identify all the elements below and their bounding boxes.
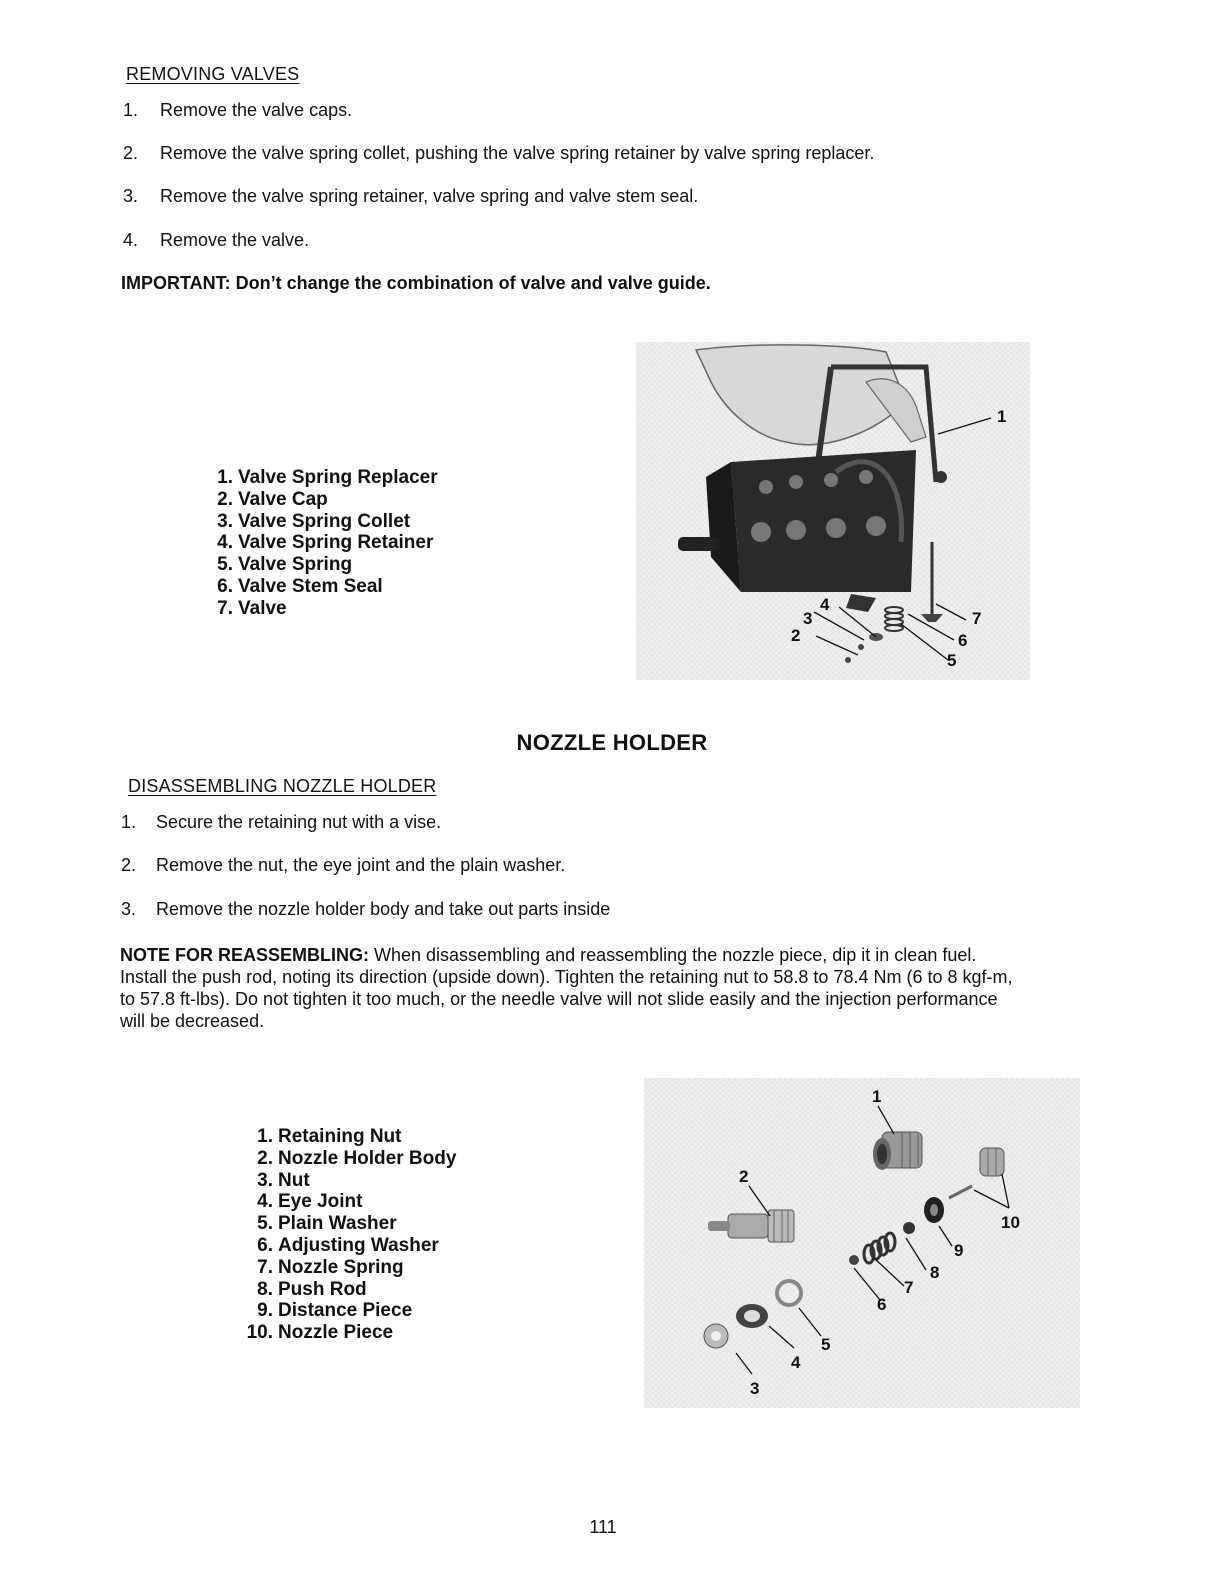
nozzle-step-1 (121, 812, 441, 833)
nozzle-step-3 (121, 899, 610, 920)
step-text: Remove the valve spring retainer, valve spring and valve stem seal. (160, 186, 699, 206)
callout-6: 6 (877, 1295, 887, 1314)
nozzle-parts-legend (241, 1126, 456, 1344)
step-number: 3. (123, 186, 139, 206)
legend-item: 2. Nozzle Holder Body (257, 1147, 457, 1169)
legend-item: 3. Nut (257, 1169, 310, 1191)
step-text: Remove the nut, the eye joint and the plain washer. (156, 855, 566, 875)
callout-10: 10 (1001, 1213, 1020, 1232)
valve-parts-legend (211, 467, 438, 620)
legend-item: 10. Nozzle Piece (246, 1322, 394, 1344)
note-text: When disassembling and reassembling the nozzle piece, dip it in clean fuel. Install the push rod, noting its direction (upside down). Tighten the retaining nut to 58.8 to 78.4 Nm (6 to 8 kgf-m, to 57.8 ft-lbs). Do not tighten it too much, or the needle valve will not slide easily and the injection performance will be decreased. (120, 945, 1013, 1031)
callout-3: 3 (750, 1379, 760, 1398)
reassembly-note (120, 944, 1020, 1032)
step-text: Remove the nozzle holder body and take out parts inside (156, 899, 611, 919)
nozzle-holder-exploded-photo (644, 1078, 1080, 1408)
nozzle-holder-illustration (644, 1078, 1080, 1408)
step-number: 4. (123, 230, 139, 250)
step-number: 2. (121, 855, 137, 875)
legend-item: 6. Adjusting Washer (257, 1234, 439, 1256)
callout-1: 1 (997, 407, 1007, 426)
valve-step-1 (123, 100, 352, 121)
step-number: 3. (121, 899, 137, 919)
step-text: Secure the retaining nut with a vise. (156, 812, 442, 832)
legend-item: 5. Valve Spring (217, 554, 353, 576)
page-number: 111 (589, 1517, 617, 1537)
legend-item: 6. Valve Stem Seal (217, 575, 383, 597)
nozzle-step-2 (121, 855, 565, 876)
step-text: Remove the valve caps. (160, 100, 353, 120)
callout-6: 6 (958, 631, 968, 650)
callout-7: 7 (972, 609, 982, 628)
valve-step-3 (123, 186, 698, 207)
callout-5: 5 (821, 1335, 831, 1354)
section-heading-disassembling-nozzle-holder: DISASSEMBLING NOZZLE HOLDER (128, 776, 437, 796)
legend-item: 4. Valve Spring Retainer (217, 532, 434, 554)
legend-item: 1. Valve Spring Replacer (217, 467, 438, 488)
legend-item: 1. Retaining Nut (257, 1126, 402, 1147)
step-text: Remove the valve. (160, 230, 310, 250)
legend-item: 4. Eye Joint (257, 1191, 363, 1213)
step-text: Remove the valve spring collet, pushing the valve spring retainer by valve spring replacer. (160, 143, 875, 163)
valve-removal-photo (636, 342, 1030, 680)
callout-4: 4 (791, 1353, 801, 1372)
important-note: IMPORTANT: Don’t change the combination of valve and valve guide. (121, 273, 711, 293)
legend-item: 7. Nozzle Spring (257, 1256, 404, 1278)
section-heading-removing-valves: REMOVING VALVES (126, 64, 300, 84)
legend-item: 9. Distance Piece (257, 1300, 413, 1322)
legend-item: 2. Valve Cap (217, 488, 328, 510)
callout-9: 9 (954, 1241, 964, 1260)
legend-item: 5. Plain Washer (257, 1213, 397, 1235)
legend-item: 3. Valve Spring Collet (217, 510, 411, 532)
step-number: 2. (123, 143, 139, 163)
valve-step-2 (123, 143, 874, 164)
callout-8: 8 (930, 1263, 940, 1282)
legend-item: 7. Valve (217, 597, 287, 619)
callout-4: 4 (820, 595, 830, 614)
step-number: 1. (121, 812, 137, 832)
valve-removal-illustration (636, 342, 1030, 680)
step-number: 1. (123, 100, 139, 120)
valve-step-4 (123, 230, 309, 251)
note-label: NOTE FOR REASSEMBLING: (120, 945, 370, 965)
legend-item: 8. Push Rod (257, 1278, 367, 1300)
callout-1: 1 (872, 1087, 882, 1106)
section-title-nozzle-holder: NOZZLE HOLDER (516, 730, 708, 755)
callout-5: 5 (947, 651, 957, 670)
callout-7: 7 (904, 1278, 914, 1297)
callout-3: 3 (803, 609, 813, 628)
callout-2: 2 (791, 626, 801, 645)
callout-2: 2 (739, 1167, 749, 1186)
